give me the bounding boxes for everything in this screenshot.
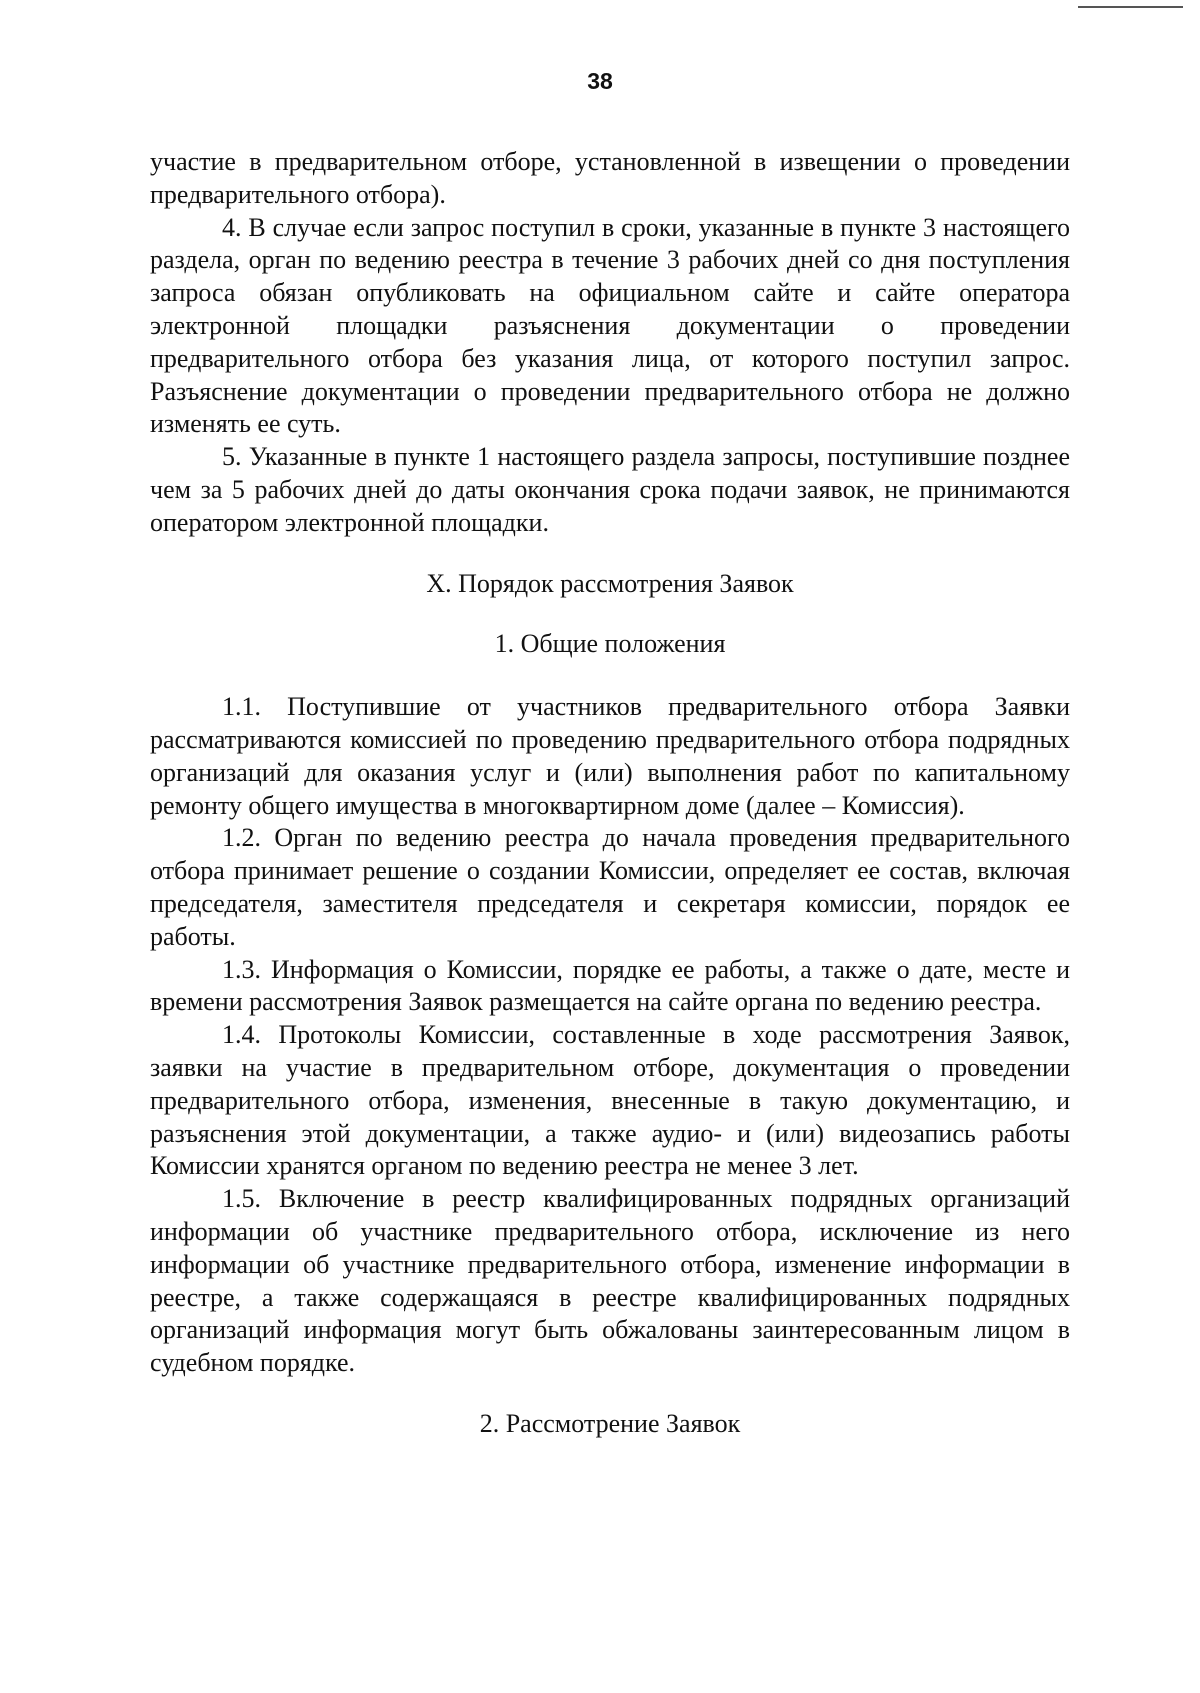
top-edge-rule — [1078, 6, 1183, 8]
subsection-title-review: 2. Рассмотрение Заявок — [479, 1408, 741, 1438]
paragraph-item-5: 5. Указанные в пункте 1 настоящего раздела запросы, поступившие позднее чем за 5 рабочих дней до даты окончания срока подачи заявок, не принимаются оператором электронной площадки. — [150, 442, 1070, 537]
paragraph-item-1-4: 1.4. Протоколы Комиссии, составленные в ходе рассмотрения Заявок, заявки на участие в предварительном отборе, документация о проведении предварительного отбора, изменения, внесенные в такую документацию, и разъяснения этой документации, а также аудио- и (или) видеозапись работы Комиссии хранятся органом по ведению реестра не менее 3 лет. — [150, 1020, 1070, 1181]
paragraph-item-1-1: 1.1. Поступившие от участников предварительного отбора Заявки рассматриваются комиссией по проведению предварительного отбора подрядных организаций для оказания услуг и (или) выполнения работ по капитальному ремонту общего имущества в многоквартирном доме (далее – Комиссия). — [150, 692, 1070, 820]
section-title: X. Порядок рассмотрения Заявок — [426, 568, 794, 598]
spacer — [150, 1380, 1070, 1408]
page-number: 38 — [587, 68, 613, 94]
paragraph-item-1-2: 1.2. Орган по ведению реестра до начала проведения предварительного отбора принимает решение о создании Комиссии, определяет ее состав, включая председателя, заместителя председателя и секретаря комиссии, порядок ее работы. — [150, 823, 1070, 951]
paragraph-item-1-5: 1.5. Включение в реестр квалифицированных подрядных организаций информации об участнике предварительного отбора, исключение из него информации об участнике предварительного отбора, изменение информации в реестре, а также содержащаяся в реестре квалифицированных подрядных организаций информация могут быть обжалованы заинтересованным лицом в судебном порядке. — [150, 1184, 1070, 1378]
spacer — [150, 600, 1070, 628]
paragraph-item-4: 4. В случае если запрос поступил в сроки, указанные в пункте 3 настоящего раздела, орган по ведению реестра в течение 3 рабочих дней со дня поступления запроса обязан опубликовать на официальном сайте и сайте оператора электронной площадки разъяснения документации о проведении предварительного отбора без указания лица, от которого поступил запрос. Разъяснение документации о проведении предварительного отбора не должно изменять ее суть. — [150, 212, 1070, 439]
paragraph-item-1-3: 1.3. Информация о Комиссии, порядке ее работы, а также о дате, месте и времени рассмотрения Заявок размещается на сайте органа по ведению реестра. — [150, 954, 1070, 1017]
spacer — [150, 540, 1070, 568]
paragraph-continuation: участие в предварительном отборе, установленной в извещении о проведении предварительного отбора). — [150, 147, 1070, 209]
spacer — [150, 661, 1070, 691]
document-body — [150, 146, 1070, 1441]
subsection-title-general: 1. Общие положения — [494, 629, 726, 659]
